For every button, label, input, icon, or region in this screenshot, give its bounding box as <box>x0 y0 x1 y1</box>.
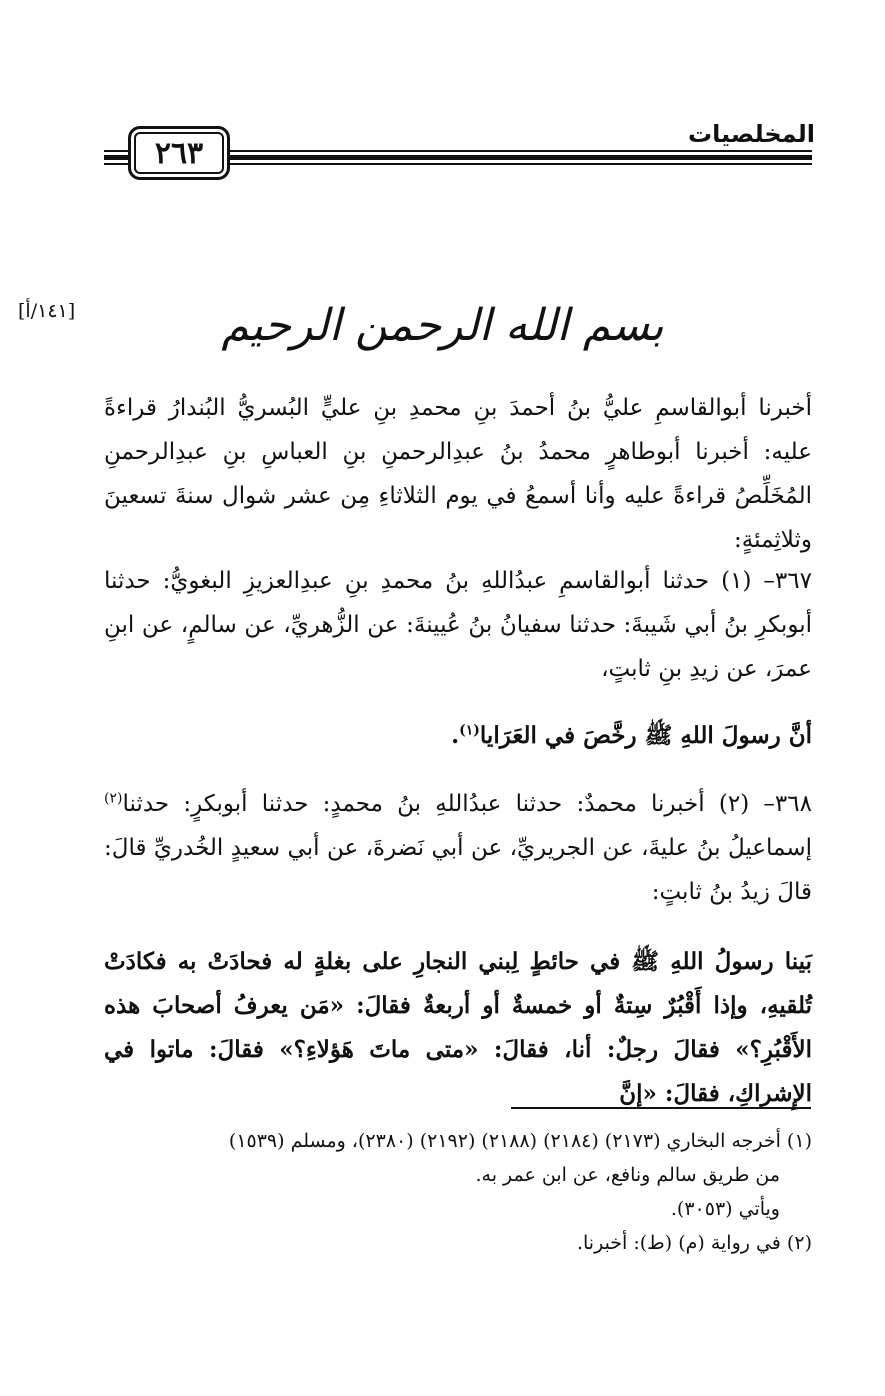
manuscript-folio-reference: [١٤١/أ] <box>18 300 76 322</box>
intro-paragraph: أخبرنا أبوالقاسمِ عليُّ بنُ أحمدَ بنِ محمدِ بنِ عليٍّ البُسريُّ البُندارُ قراءةً عليه: أخبرنا أبوطاهرٍ محمدُ بنُ عبدِالرحمنِ بنِ العباسِ بنِ عبدِالرحمنِ المُخَلِّصُ قراءةً عليه وأنا أسمعُ في يوم الثلاثاءِ مِن عشر شوال سنةَ تسعينَ وثلاثِمئةٍ: <box>104 395 812 553</box>
hadith-368-matn: بَينا رسولُ اللهِ ﷺ في حائطٍ لِبني النجارِ على بغلةٍ له فحادَتْ به فكادَتْ تُلقيهِ، وإذا أَقْبُرٌ سِتةٌ أو خمسةٌ أو أربعةٌ فقالَ: «مَن يعرفُ أصحابَ هذه الأَقْبُرِ؟» فقالَ رجلٌ: أنا، فقالَ: «متى ماتَ هَؤلاءِ؟» فقالَ: ماتوا في الإِشراكِ، فقالَ: «إنَّ <box>104 948 812 1107</box>
footnote-1-line-1: (١) أخرجه البخاري (٢١٧٣) (٢١٨٤) (٢١٨٨) (٢١٩٢) (٢٣٨٠)، ومسلم (١٥٣٩) <box>228 1130 812 1152</box>
hadith-368-isnad-a: ٣٦٨– (٢) أخبرنا محمدٌ: حدثنا عبدُاللهِ بنُ محمدٍ: حدثنا أبوبكرٍ: حدثنا <box>122 791 812 817</box>
footnote-mark-1: (١) <box>459 722 480 739</box>
footnotes <box>104 1124 812 1260</box>
hadith-367-matn-text: أنَّ رسولَ اللهِ ﷺ رخَّصَ في العَرَايا <box>479 722 812 749</box>
footnote-1-line-3: ويأتي (٣٠٥٣). <box>670 1198 780 1220</box>
hadith-367-matn <box>104 714 812 758</box>
hadith-368-isnad <box>104 782 812 914</box>
footnote-separator <box>511 1107 811 1109</box>
hadith-368-isnad-b: إسماعيلُ بنُ عليةَ، عن الجريريِّ، عن أبي نَضرةَ، عن أبي سعيدٍ الخُدريِّ قالَ: قالَ زيدُ بنُ ثابتٍ: <box>104 835 812 905</box>
footnote-mark-2: (٢) <box>104 790 123 807</box>
running-title: المخلصيات <box>688 120 815 148</box>
basmala-calligraphy: بسم الله الرحمن الرحيم <box>221 300 664 351</box>
page-number: ٢٦٣ <box>128 126 230 180</box>
footnote-2: (٢) في رواية (م) (ط): أخبرنا. <box>576 1232 812 1254</box>
footnote-1-line-2: من طريق سالم ونافع، عن ابن عمر به. <box>475 1164 780 1186</box>
hadith-367-isnad: ٣٦٧– (١) حدثنا أبوالقاسمِ عبدُاللهِ بنُ محمدِ بنِ عبدِالعزيزِ البغويُّ: حدثنا أبوبكرِ بنُ أبي شَيبةَ: حدثنا سفيانُ بنُ عُيينةَ: عن الزُّهريِّ، عن سالمٍ، عن ابنِ عمرَ، عن زيدِ بنِ ثابتٍ، <box>104 568 812 682</box>
hadith-367-end: . <box>451 722 460 749</box>
